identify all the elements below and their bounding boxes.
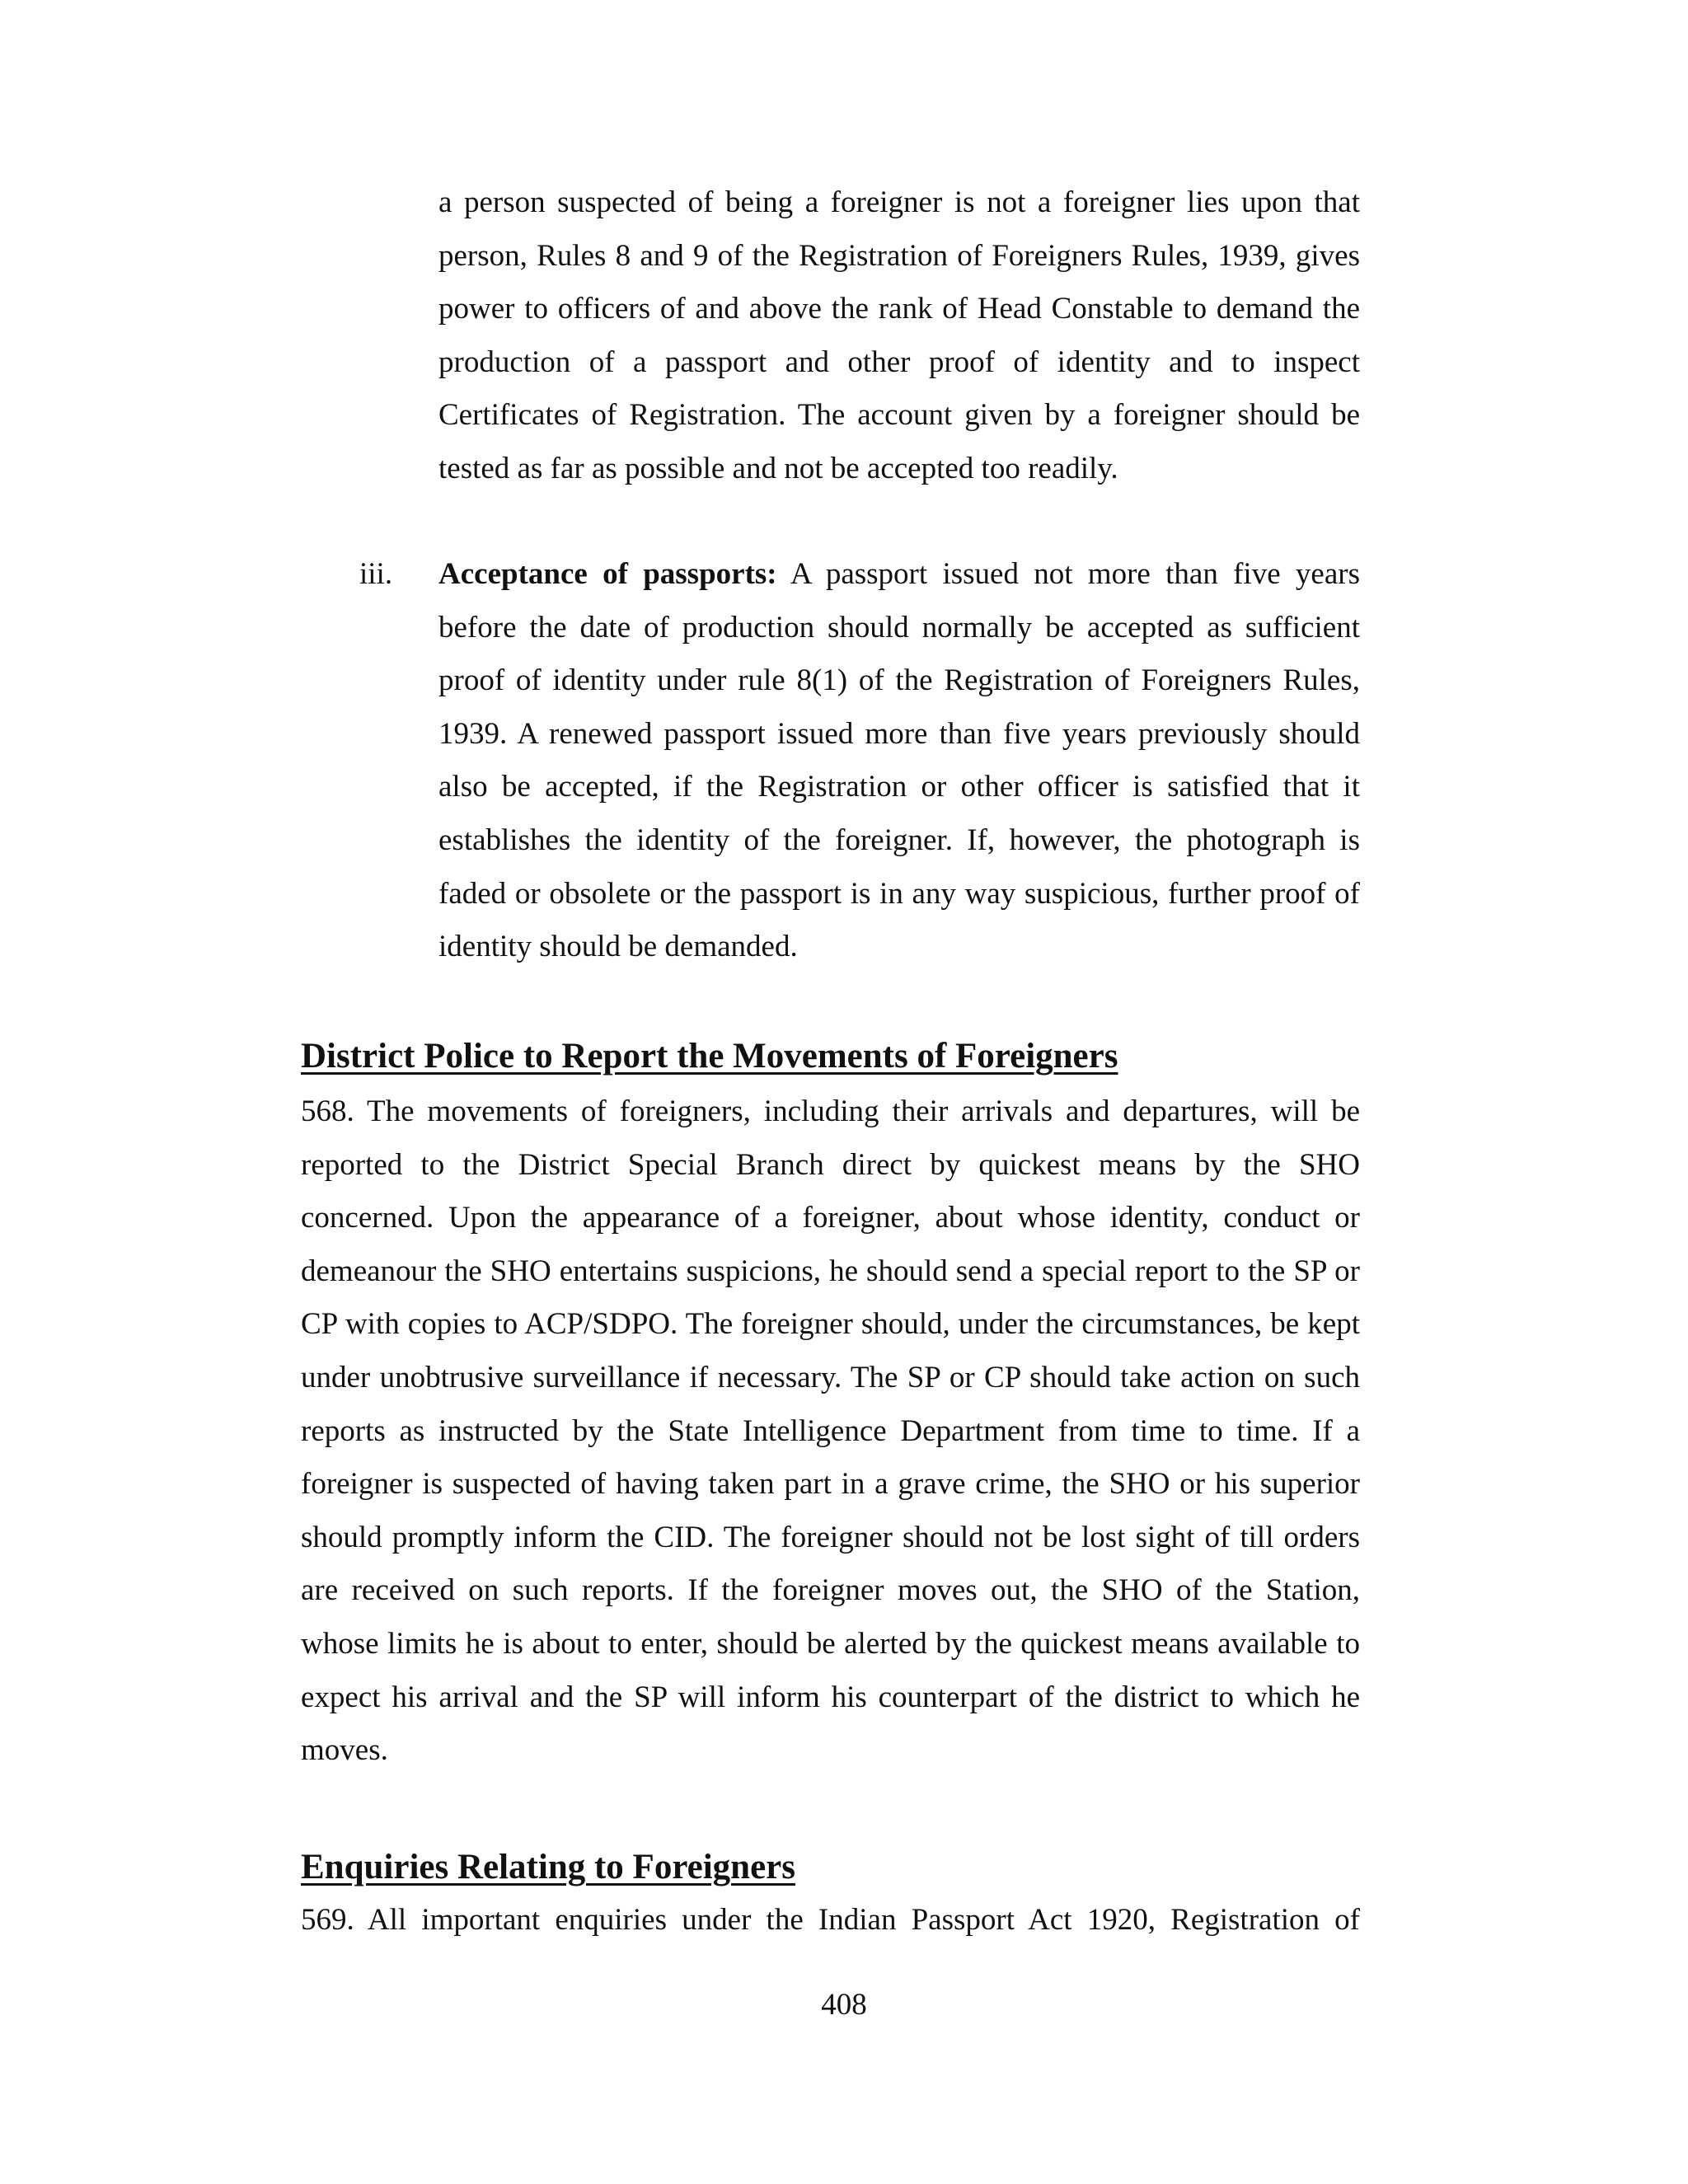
- section-heading-569: Enquiries Relating to Foreigners: [301, 1848, 795, 1886]
- page-number: 408: [821, 1988, 867, 2022]
- continuation-paragraph: a person suspected of being a foreigner is not a foreigner lies upon that person, Rules 8 and 9 of the Registration of Foreigners Rules, 1939, gives power to officers of and above the rank of Head Constable to demand the production of a passport and other proof of identity and to inspect Certificates of Registration. The account given by a foreigner should be tested as far as possible and not be accepted too readily.: [438, 185, 1360, 485]
- section-heading-568: District Police to Report the Movements of Foreigners: [301, 1037, 1118, 1076]
- section-568-paragraph: 568. The movements of foreigners, including their arrivals and departures, will be reported to the District Special Branch direct by quickest means by the SHO concerned. Upon the appearance of a foreigner, about whose identity, conduct or demeanour the SHO entertains suspicions, he should send a special report to the SP or CP with copies to ACP/SDPO. The foreigner should, under the circumstances, be kept under unobtrusive surveillance if necessary. The SP or CP should take action on such reports as instructed by the State Intelligence Department from time to time. If a foreigner is suspected of having taken part in a grave crime, the SHO or his superior should promptly inform the CID. The foreigner should not be lost sight of till orders are received on such reports. If the foreigner moves out, the SHO of the Station, whose limits he is about to enter, should be alerted by the quickest means available to expect his arrival and the SP will inform his counterpart of the district to which he moves.: [301, 1094, 1360, 1768]
- item-iii-title: Acceptance of passports:: [438, 557, 777, 591]
- item-iii-paragraph: [438, 548, 1360, 974]
- item-number-iii: iii.: [359, 557, 393, 591]
- section-569-paragraph: 569. All important enquiries under the Indian Passport Act 1920, Registration of: [301, 1903, 1360, 1937]
- item-iii-text: A passport issued not more than five years before the date of production should normally be accepted as sufficient proof of identity under rule 8(1) of the Registration of Foreigners Rules, 1939. A renewed passport issued more than five years previously should also be accepted, if the Registration or other officer is satisfied that it establishes the identity of the foreigner. If, however, the photograph is faded or obsolete or the passport is in any way suspicious, further proof of identity should be demanded.: [438, 557, 1360, 964]
